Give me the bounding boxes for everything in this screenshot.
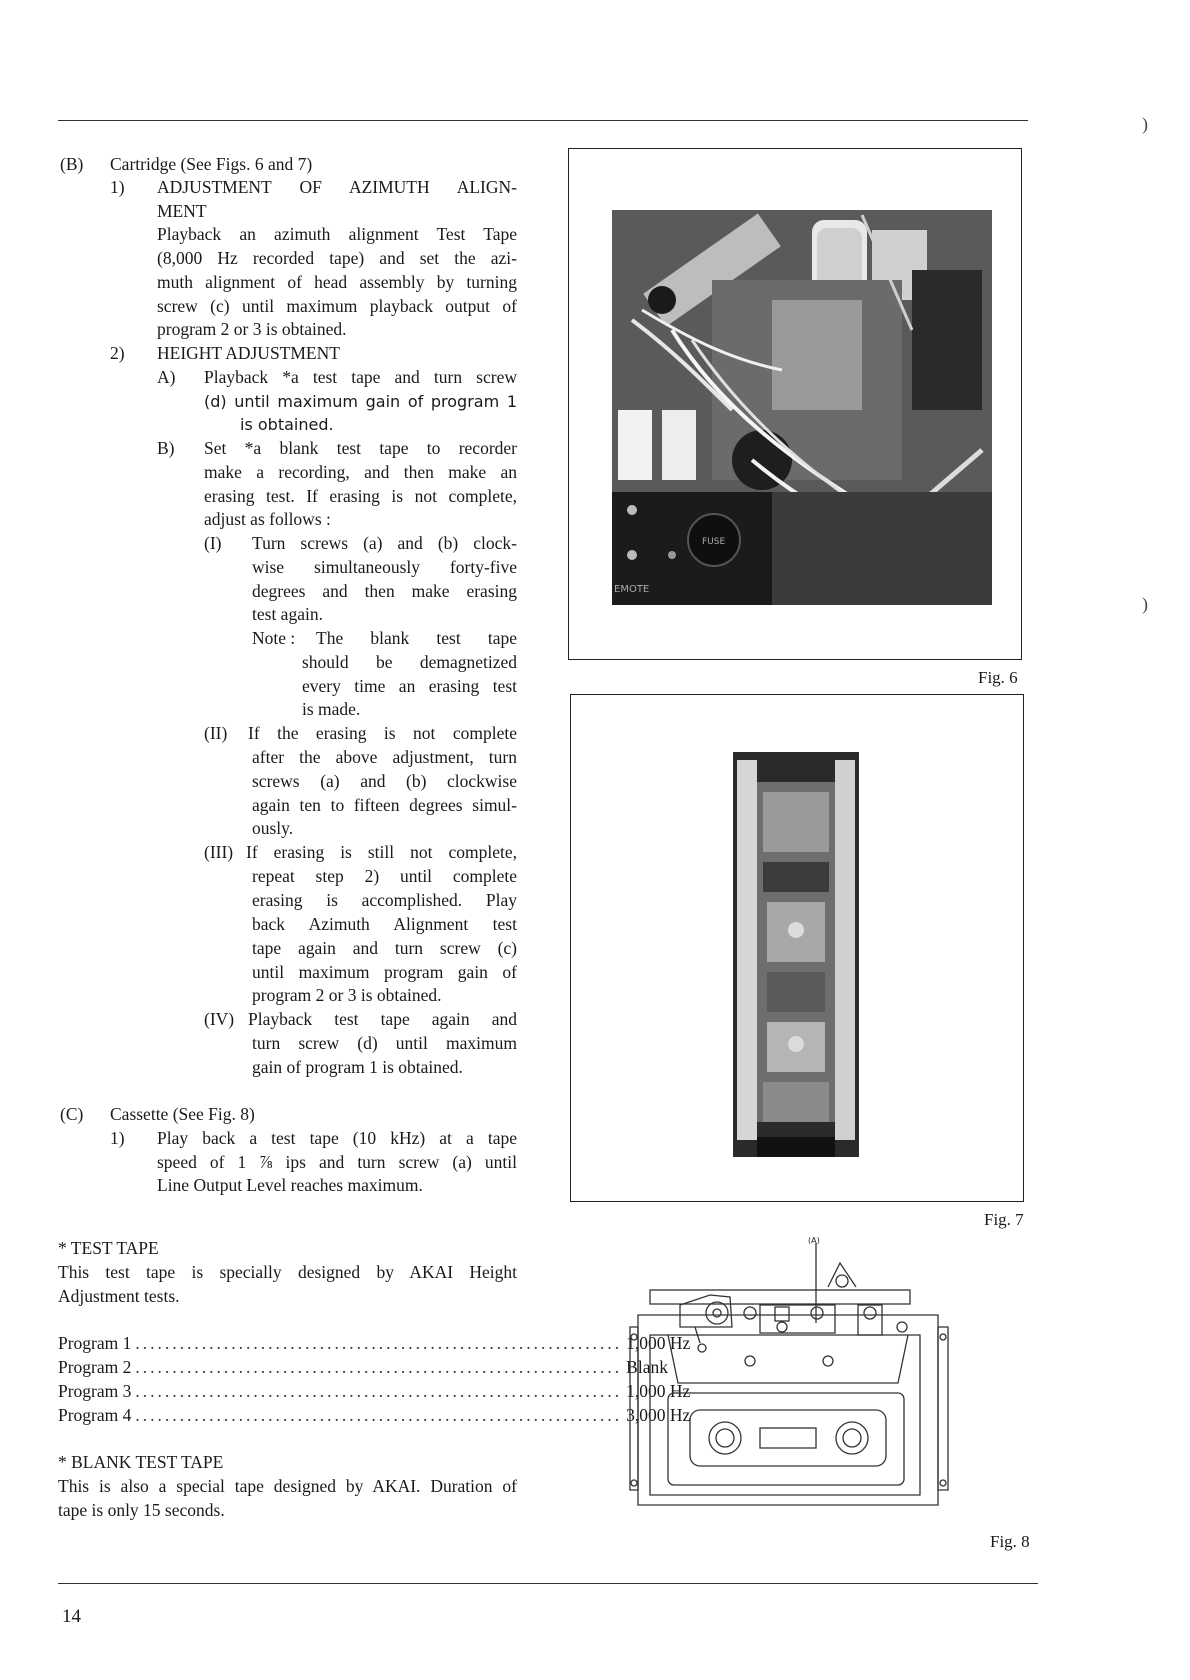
program-row xyxy=(58,1404,691,1428)
fig-8-caption: Fig. 8 xyxy=(990,1532,1030,1551)
section-c-line: speed of 1 ⅞ ips and turn screw (a) until xyxy=(157,1152,517,1172)
substep-ii-line: screws (a) and (b) clockwise xyxy=(252,771,517,791)
substep-i-line: degrees and then make erasing xyxy=(252,581,517,601)
program-label: Program 1 xyxy=(58,1333,132,1353)
section-c-heading: Cassette (See Fig. 8) xyxy=(110,1104,255,1124)
program-row xyxy=(58,1356,668,1380)
substep-iii-line: erasing is accomplished. Play xyxy=(252,890,517,910)
step-1-title-cont: MENT xyxy=(157,201,207,221)
step-2b-line: adjust as follows : xyxy=(204,509,331,529)
substep-iv-line: gain of program 1 is obtained. xyxy=(252,1057,463,1077)
substep-i-line: Turn screws (a) and (b) clock- xyxy=(252,533,517,553)
dot-leader: .................................................................. xyxy=(135,1333,623,1353)
program-row xyxy=(58,1380,691,1404)
step-1-number: 1) xyxy=(110,177,125,197)
blank-tape-title: * BLANK TEST TAPE xyxy=(58,1452,224,1472)
substep-iii-line: repeat step 2) until complete xyxy=(252,866,517,886)
fig-8-marker-a: (A) xyxy=(808,1236,820,1245)
step-1-body-line: screw (c) until maximum playback output of xyxy=(157,296,517,316)
substep-i-line: wise simultaneously forty-five xyxy=(252,557,517,577)
section-c-step-number: 1) xyxy=(110,1128,125,1148)
step-2b-line: Set *a blank test tape to recorder xyxy=(204,438,517,458)
substep-iii-line: tape again and turn screw (c) xyxy=(252,938,517,958)
test-tape-desc: This test tape is specially designed by AKAI Height xyxy=(58,1262,517,1282)
substep-iv-line: turn screw (d) until maximum xyxy=(252,1033,517,1053)
step-1-body-line: Playback an azimuth alignment Test Tape xyxy=(157,224,517,244)
fig-6-fuse-label: FUSE xyxy=(702,537,726,547)
step-2b-label: B) xyxy=(157,438,175,458)
note-label: Note : xyxy=(252,628,296,648)
step-1-body-line: muth alignment of head assembly by turning xyxy=(157,272,517,292)
blank-tape-desc: This is also a special tape designed by AKAI. Duration of xyxy=(58,1476,517,1496)
step-1-body-line: (8,000 Hz recorded tape) and set the azi- xyxy=(157,248,517,268)
step-2a-line: Playback *a test tape and turn screw xyxy=(204,367,517,387)
fig-6-remote-label: EMOTE xyxy=(614,584,650,595)
substep-iii-line: until maximum program gain of xyxy=(252,962,517,982)
note-line: should be demagnetized xyxy=(302,652,517,672)
note-line: The blank test tape xyxy=(316,628,517,648)
substep-i-line: test again. xyxy=(252,604,323,624)
program-value: Blank xyxy=(626,1357,668,1377)
step-2b-line: make a recording, and then make an xyxy=(204,462,517,482)
substep-iii-line: back Azimuth Alignment test xyxy=(252,914,517,934)
substep-ii-label: (II) xyxy=(204,723,228,743)
substep-iv-label: (IV) xyxy=(204,1009,235,1029)
test-tape-desc: Adjustment tests. xyxy=(58,1286,180,1306)
bottom-rule xyxy=(58,1583,1038,1584)
substep-ii-line: ously. xyxy=(252,818,294,838)
dot-leader: .................................................................. xyxy=(135,1357,623,1377)
section-c-line: Play back a test tape (10 kHz) at a tape xyxy=(157,1128,517,1148)
substep-iv-line: Playback test tape again and xyxy=(248,1009,517,1029)
top-rule xyxy=(58,120,1028,121)
program-label: Program 3 xyxy=(58,1381,132,1401)
substep-iii-line: program 2 or 3 is obtained. xyxy=(252,985,442,1005)
step-2a-label: A) xyxy=(157,367,176,387)
step-2a-line: is obtained. xyxy=(240,415,334,434)
program-value: 1,000 Hz xyxy=(626,1381,691,1401)
substep-iii-label: (III) xyxy=(204,842,234,862)
program-label: Program 4 xyxy=(58,1405,132,1425)
section-b-heading: Cartridge (See Figs. 6 and 7) xyxy=(110,154,313,174)
substep-ii-line: after the above adjustment, turn xyxy=(252,747,517,767)
program-value: 1,000 Hz xyxy=(626,1333,691,1353)
program-value: 3,000 Hz xyxy=(626,1405,691,1425)
section-c-label: (C) xyxy=(60,1104,84,1124)
fig-8-drawing xyxy=(620,1235,960,1525)
test-tape-title: * TEST TAPE xyxy=(58,1238,159,1258)
step-2-number: 2) xyxy=(110,343,125,363)
substep-iii-line: If erasing is still not complete, xyxy=(246,842,517,862)
substep-ii-line: again ten to fifteen degrees simul- xyxy=(252,795,517,815)
note-line: every time an erasing test xyxy=(302,676,517,696)
note-line: is made. xyxy=(302,699,361,719)
substep-i-label: (I) xyxy=(204,533,222,553)
fig-7-photo xyxy=(733,752,859,1157)
step-1-title: ADJUSTMENT OF AZIMUTH ALIGN- xyxy=(157,177,517,197)
dot-leader: .................................................................. xyxy=(135,1381,623,1401)
fig-6-photo xyxy=(612,210,992,605)
program-row xyxy=(58,1332,691,1356)
dot-leader: .................................................................. xyxy=(135,1405,623,1425)
page-number: 14 xyxy=(62,1606,81,1627)
fig-7-caption: Fig. 7 xyxy=(984,1210,1024,1229)
program-label: Program 2 xyxy=(58,1357,132,1377)
fig-6-caption: Fig. 6 xyxy=(978,668,1018,687)
step-2-title: HEIGHT ADJUSTMENT xyxy=(157,343,340,363)
margin-mark: ) xyxy=(1142,594,1148,614)
substep-ii-line: If the erasing is not complete xyxy=(248,723,517,743)
blank-tape-desc: tape is only 15 seconds. xyxy=(58,1500,225,1520)
margin-mark: ) xyxy=(1142,114,1148,134)
step-1-body-line: program 2 or 3 is obtained. xyxy=(157,319,347,339)
step-2a-line: (d) until maximum gain of program 1 xyxy=(204,392,517,411)
section-c-line: Line Output Level reaches maximum. xyxy=(157,1175,423,1195)
section-b-label: (B) xyxy=(60,154,84,174)
step-2b-line: erasing test. If erasing is not complete, xyxy=(204,486,517,506)
